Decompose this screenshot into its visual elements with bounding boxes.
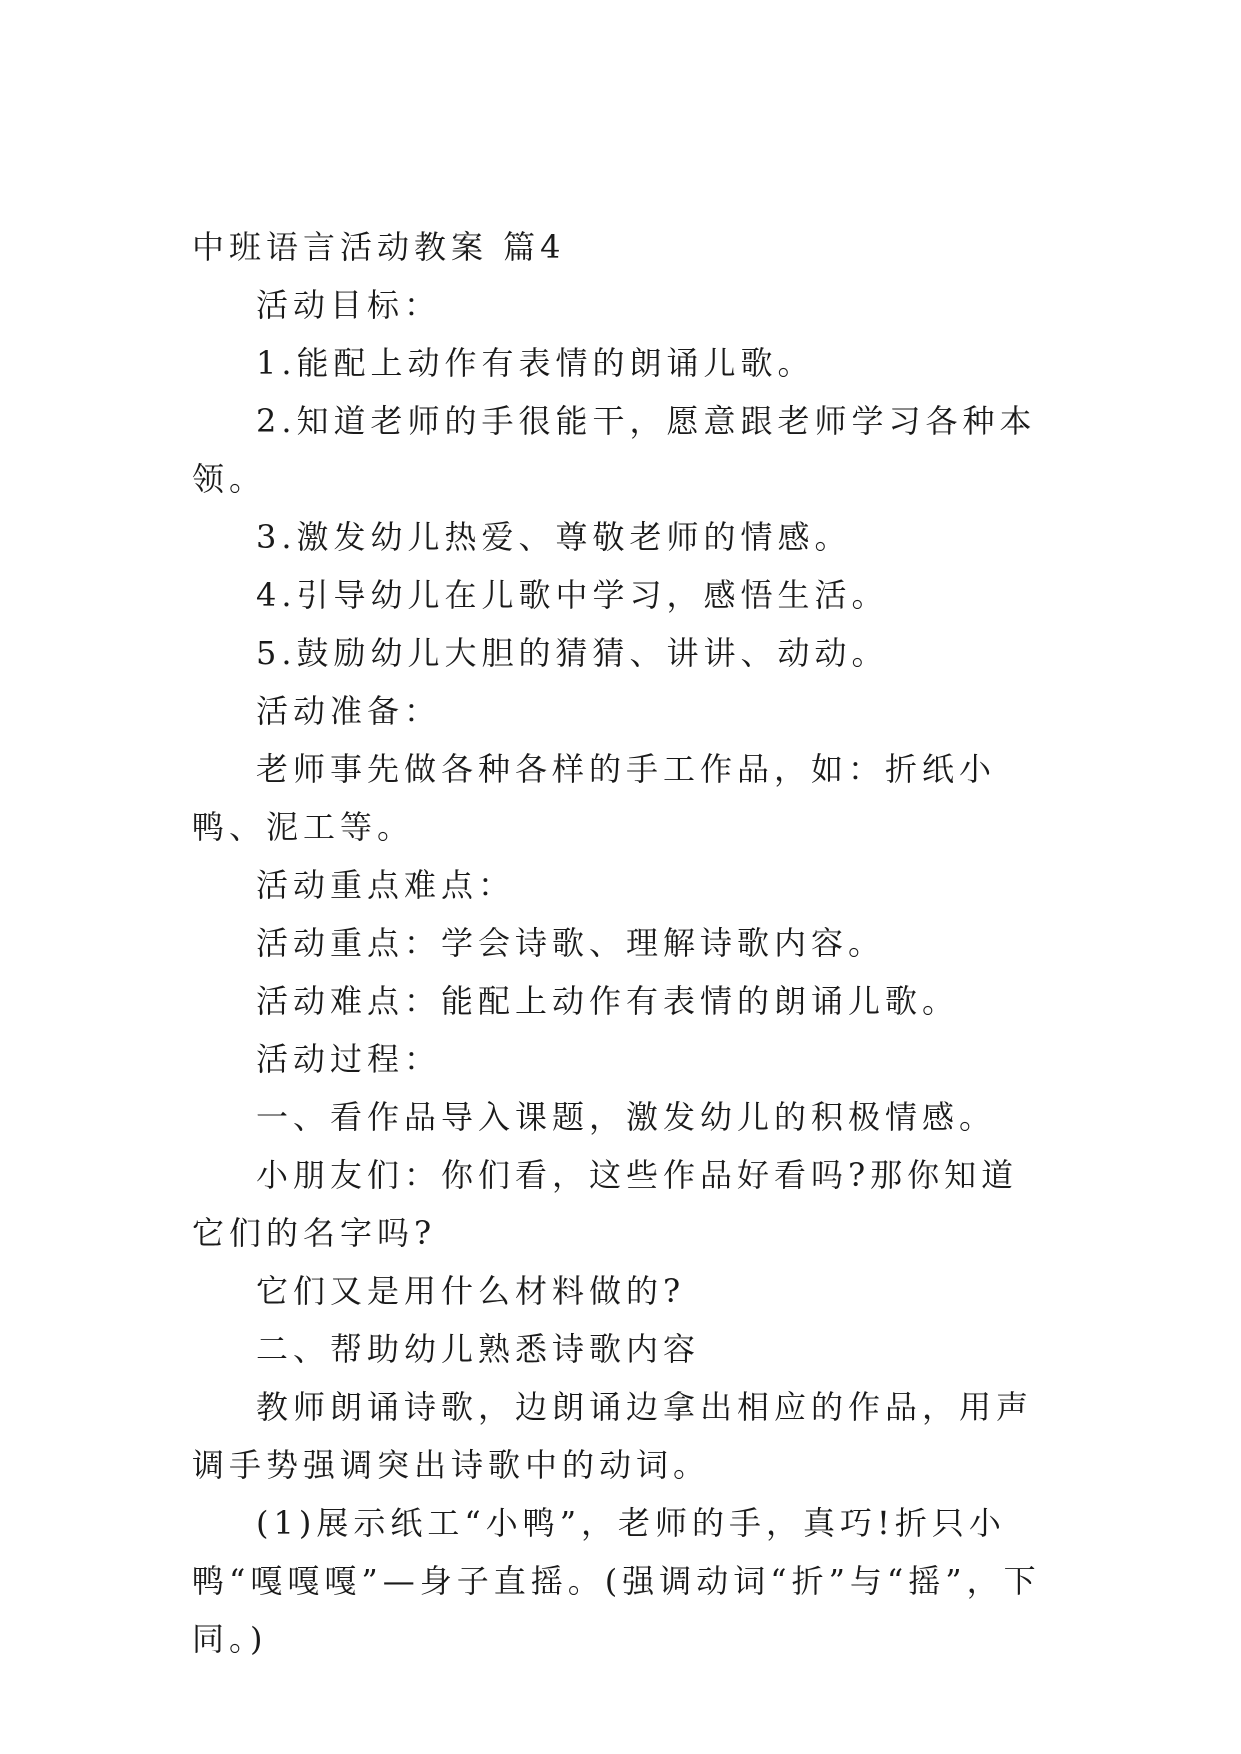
paragraph-focus-difficulty: 活动难点：能配上动作有表情的朗诵儿歌。 [256, 982, 960, 1020]
paragraph-step-2: 二、帮助幼儿熟悉诗歌内容 [256, 1330, 701, 1368]
paragraph-goal-3: 3.激发幼儿热爱、尊敬老师的情感。 [256, 518, 852, 556]
document-body [192, 218, 1054, 1668]
paragraph-focus-key: 活动重点：学会诗歌、理解诗歌内容。 [256, 924, 886, 962]
paragraph-goal-5: 5.鼓励幼儿大胆的猜猜、讲讲、动动。 [256, 634, 889, 672]
paragraph-goal-1: 1.能配上动作有表情的朗诵儿歌。 [256, 344, 815, 382]
paragraph-step-1-question: 小朋友们：你们看，这些作品好看吗?那你知道它们的名字吗? [192, 1156, 1019, 1252]
document-title: 中班语言活动教案 篇4 [192, 228, 566, 266]
paragraph-focus-heading: 活动重点难点： [256, 866, 516, 904]
paragraph-process-heading: 活动过程： [256, 1040, 442, 1078]
paragraph-step-1-material: 它们又是用什么材料做的? [256, 1272, 686, 1310]
paragraph-prep-heading: 活动准备： [256, 692, 442, 730]
paragraph-goal-2: 2.知道老师的手很能干，愿意跟老师学习各种本领。 [192, 402, 1037, 498]
paragraph-step-2-text: 教师朗诵诗歌，边朗诵边拿出相应的作品，用声调手势强调突出诗歌中的动词。 [192, 1388, 1034, 1484]
paragraph-step-2-example: (1)展示纸工“小鸭”，老师的手，真巧!折只小鸭“嘎嘎嘎”—身子直摇。(强调动词“折”与“摇”，下同。) [192, 1504, 1041, 1658]
paragraph-goals-heading: 活动目标： [256, 286, 442, 324]
paragraph-step-1: 一、看作品导入课题，激发幼儿的积极情感。 [256, 1098, 997, 1136]
paragraph-goal-4: 4.引导幼儿在儿歌中学习，感悟生活。 [256, 576, 889, 614]
paragraph-prep-text: 老师事先做各种各样的手工作品，如：折纸小鸭、泥工等。 [192, 750, 997, 846]
